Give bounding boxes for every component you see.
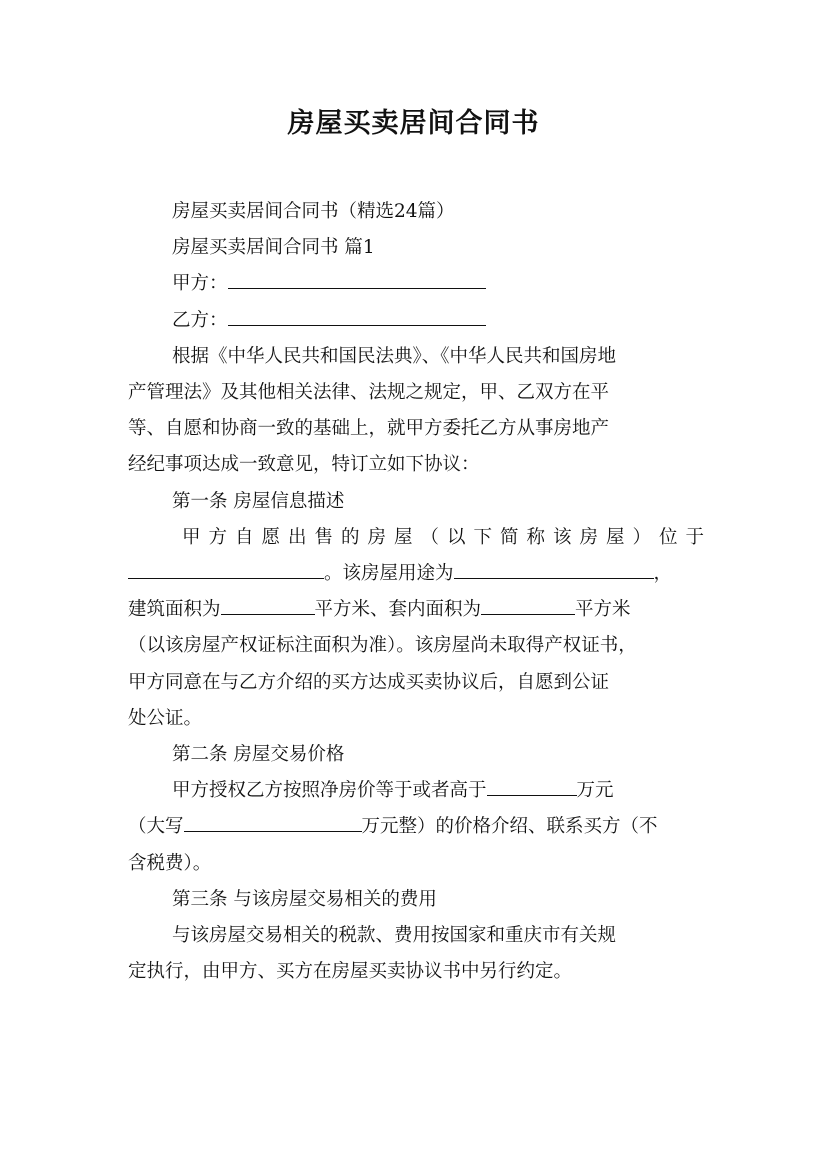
price-label: 甲方授权乙方按照净房价等于或者高于 (172, 780, 487, 802)
paragraph-line: （以该房屋产权证标注面积为准）。该房屋尚未取得产权证书， (128, 635, 637, 657)
inner-area-label: 平方米、套内面积为 (314, 599, 482, 621)
party-a-blank (228, 266, 486, 289)
article-heading: 第二条 房屋交易价格 (172, 744, 345, 766)
usage-label: 。该房屋用途为 (324, 563, 454, 585)
price-words-blank (184, 809, 362, 832)
document-title: 房屋买卖居间合同书 (287, 108, 540, 139)
price-words-line (128, 809, 704, 845)
paragraph-line: 甲方同意在与乙方介绍的买方达成买卖协议后，自愿到公证 (128, 671, 610, 693)
section-heading: 房屋买卖居间合同书 篇1 (172, 237, 375, 259)
price-words-tail: 万元整）的价格介绍、联系买方（不 (361, 816, 658, 838)
article-heading: 第三条 与该房屋交易相关的费用 (172, 888, 437, 910)
party-b-blank (228, 303, 486, 326)
paragraph-line: 等、自愿和协商一致的基础上，就甲方委托乙方从事房地产 (128, 418, 610, 440)
building-area-blank (221, 592, 315, 615)
price-unit: 万元 (576, 780, 614, 802)
paragraph-line: 根据《中华人民共和国民法典》、《中华人民共和国房地 (172, 345, 617, 367)
party-a-label: 甲方： (172, 273, 228, 295)
party-b-line (128, 303, 704, 339)
paragraph-line: 与该房屋交易相关的税款、费用按国家和重庆市有关规 (172, 925, 617, 947)
area-line (128, 592, 704, 628)
paragraph-line: 产管理法》及其他相关法律、法规之规定，甲、乙双方在平 (128, 382, 610, 404)
article-heading: 第一条 房屋信息描述 (172, 490, 345, 512)
price-line (128, 773, 704, 809)
party-a-line (128, 266, 704, 302)
location-line (128, 556, 704, 592)
building-area-label: 建筑面积为 (128, 599, 221, 621)
paragraph-line: 定执行，由甲方、买方在房屋买卖协议书中另行约定。 (128, 961, 573, 983)
paragraph-line: 处公证。 (128, 707, 203, 729)
inner-area-blank (481, 592, 575, 615)
document-body (128, 194, 704, 990)
paragraph-line: 含税费）。 (128, 852, 212, 874)
subtitle-line: 房屋买卖居间合同书（精选24篇） (172, 201, 455, 222)
usage-blank (454, 556, 654, 579)
location-blank (128, 556, 324, 579)
price-words-label: （大写 (128, 816, 184, 838)
paragraph-line: 甲方自愿出售的房屋（以下简称该房屋）位于 (182, 526, 704, 548)
usage-comma: ， (653, 563, 673, 585)
paragraph-line: 经纪事项达成一致意见，特订立如下协议： (128, 454, 480, 476)
price-blank (487, 773, 577, 796)
area-unit: 平方米 (575, 599, 631, 621)
party-b-label: 乙方： (172, 309, 228, 331)
